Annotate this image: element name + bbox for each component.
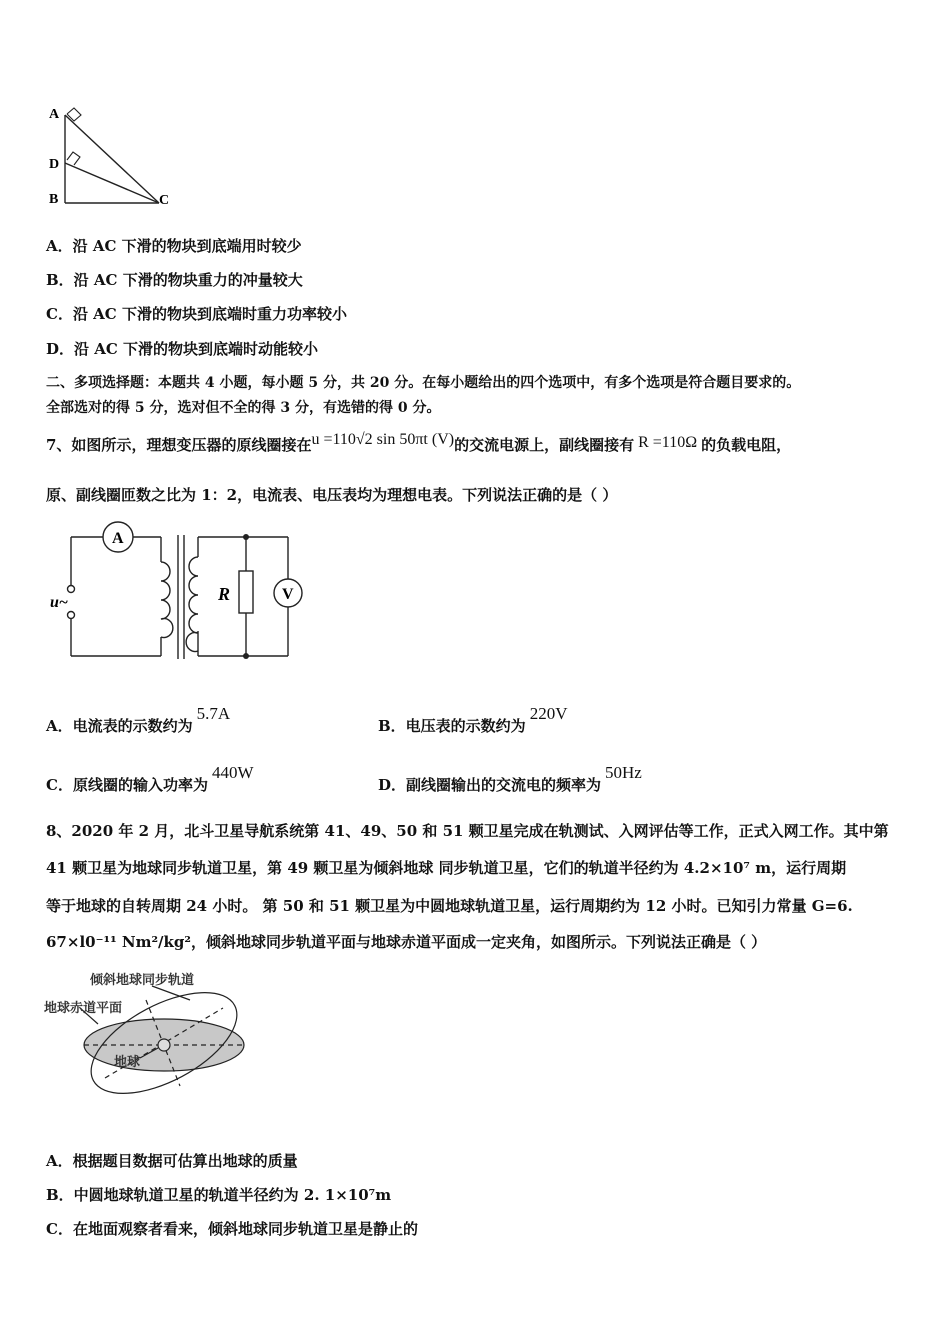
incline-triangle-figure — [40, 100, 180, 212]
q6-option-d: D．沿 AC 下滑的物块到底端时动能较小 — [46, 340, 319, 358]
q7-option-a-text: A．电流表的示数约为 — [46, 717, 193, 735]
q8-line1: 8、2020 年 2 月，北斗卫星导航系统第 41、49、50 和 51 颗卫星完成在轨测试、入网评估等工作，正式入网工作。其中第 — [46, 822, 889, 840]
label-c: C — [159, 193, 170, 208]
q8-line4: 67×l0⁻¹¹ Nm²/kg²，倾斜地球同步轨道平面与地球赤道平面成一定夹角，如图所示。下列说法正确是（ ） — [46, 933, 767, 951]
label-a: A — [49, 107, 60, 122]
q7-option-a-value: 5.7A — [196, 704, 231, 723]
label-equator-plane: 地球赤道平面 — [44, 1000, 123, 1015]
resistor-label: R — [218, 584, 231, 604]
q7-option-c-value: 440W — [211, 763, 254, 782]
label-d: D — [49, 157, 60, 172]
voltmeter-label: V — [282, 586, 294, 603]
q8-option-c: C．在地面观察者看来，倾斜地球同步轨道卫星是静止的 — [46, 1220, 418, 1238]
q7-text-c: 的负载电阻， — [701, 436, 792, 454]
q8-line3: 等于地球的自转周期 24 小时。 第 50 和 51 颗卫星为中圆地球轨道卫星，运行周期约为 12 小时。已知引力常量 G=6. — [46, 897, 853, 915]
q8-option-a: A．根据题目数据可估算出地球的质量 — [46, 1152, 298, 1170]
source-label: u~ — [50, 594, 69, 611]
q7-option-c — [46, 763, 254, 795]
section2-line1: 二、多项选择题：本题共 4 小题，每小题 5 分，共 20 分。在每小题给出的四个选项中，有多个选项是符合题目要求的。 — [46, 375, 801, 391]
q7-option-b-value: 220V — [529, 704, 568, 723]
q6-option-a: A．沿 AC 下滑的物块到底端用时较少 — [46, 237, 302, 255]
q7-option-b-text: B．电压表的示数约为 — [378, 717, 526, 735]
q7-text-a: 7、如图所示，理想变压器的原线圈接在 — [46, 436, 312, 454]
label-inclined-orbit: 倾斜地球同步轨道 — [90, 972, 195, 987]
q7-option-d — [378, 763, 642, 795]
q7-option-a — [46, 704, 231, 736]
q7-formula-r: R =110Ω — [638, 434, 698, 451]
ammeter-label: A — [112, 530, 124, 547]
label-earth: 地球 — [114, 1054, 141, 1069]
orbit-figure — [40, 966, 260, 1106]
q8-option-b: B．中圆地球轨道卫星的轨道半径约为 2. 1×10⁷m — [46, 1186, 392, 1204]
q6-option-c: C．沿 AC 下滑的物块到底端时重力功率较小 — [46, 305, 347, 323]
section2-line2: 全部选对的得 5 分，选对但不全的得 3 分，有选错的得 0 分。 — [46, 400, 441, 416]
q7-option-b — [378, 704, 568, 736]
transformer-circuit — [40, 517, 310, 667]
q7-text-b: 的交流电源上，副线圈接有 — [454, 436, 635, 454]
q6-option-b: B．沿 AC 下滑的物块重力的冲量较大 — [46, 271, 303, 289]
q7-line2: 原、副线圈匝数之比为 1：2，电流表、电压表均为理想电表。下列说法正确的是（ ） — [46, 486, 618, 504]
label-b: B — [49, 192, 59, 207]
q7-formula-u: u =110√2 sin 50πt (V) — [311, 431, 455, 448]
q7-option-c-text: C．原线圈的输入功率为 — [46, 776, 208, 794]
q7-option-d-text: D．副线圈输出的交流电的频率为 — [378, 776, 602, 794]
q8-line2: 41 颗卫星为地球同步轨道卫星，第 49 颗卫星为倾斜地球 同步轨道卫星，它们的轨道半径约为 4.2×10⁷ m，运行周期 — [46, 859, 847, 877]
q7-option-d-value: 50Hz — [605, 763, 642, 782]
q7-line1 — [46, 431, 792, 456]
